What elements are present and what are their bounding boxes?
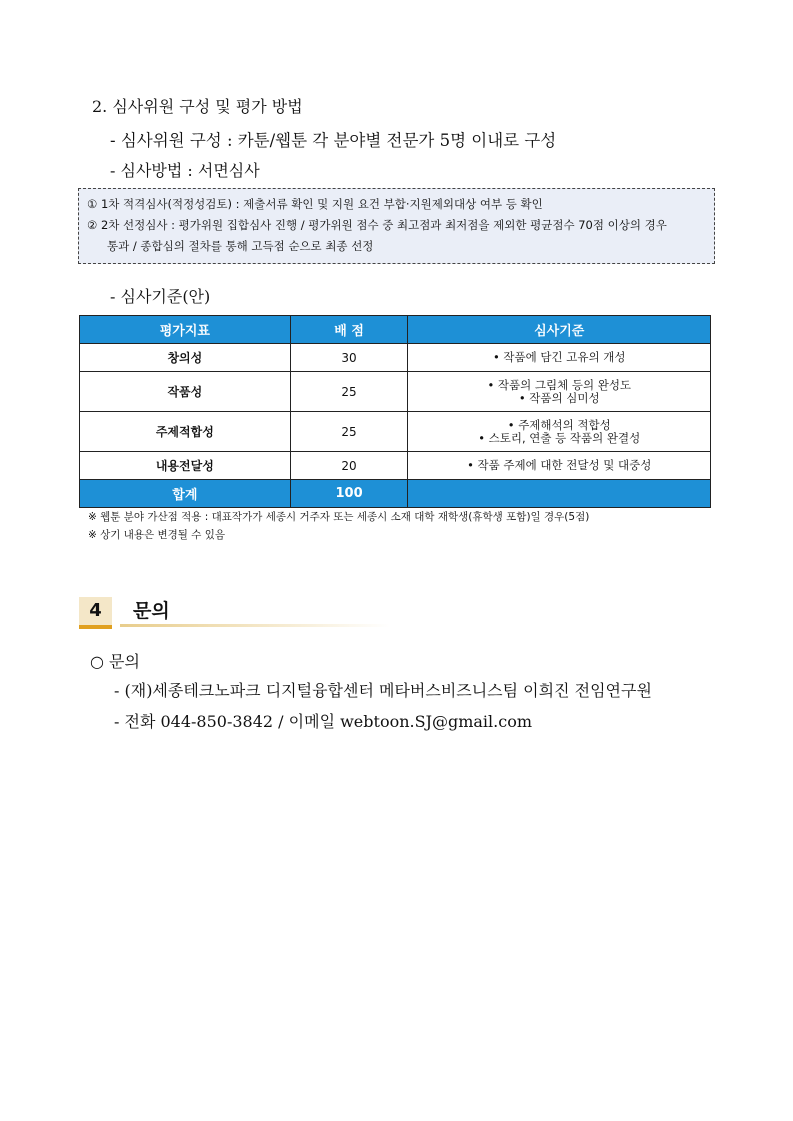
section-title: 문의 bbox=[133, 600, 170, 622]
criteria-cell bbox=[408, 412, 711, 452]
criteria-item: • 스토리, 연출 등 작품의 완결성 bbox=[478, 430, 641, 445]
indicator-cell: 작품성 bbox=[80, 372, 291, 412]
criteria-cell bbox=[408, 372, 711, 412]
table-header-row bbox=[80, 316, 711, 344]
method-line: - 심사방법 : 서면심사 bbox=[110, 161, 260, 180]
score-cell: 25 bbox=[290, 372, 408, 412]
total-label: 합계 bbox=[80, 480, 291, 508]
table-total-row bbox=[80, 480, 711, 508]
indicator-cell: 주제적합성 bbox=[80, 412, 291, 452]
header-criteria: 심사기준 bbox=[408, 316, 711, 344]
criteria-item: • 주제해석의 적합성 bbox=[507, 417, 611, 432]
inquiry-contact: - 전화 044-850-3842 / 이메일 webtoon.SJ@gmail.com bbox=[114, 712, 533, 731]
criteria-item: • 작품의 그림체 등의 완성도 bbox=[487, 377, 632, 392]
header-score: 배 점 bbox=[290, 316, 408, 344]
indicator-cell: 창의성 bbox=[80, 344, 291, 372]
score-cell: 30 bbox=[290, 344, 408, 372]
table-row bbox=[80, 344, 711, 372]
table-row bbox=[80, 372, 711, 412]
section-number-badge: 4 bbox=[79, 597, 112, 629]
composition-line: - 심사위원 구성 : 카툰/웹툰 각 분야별 전문가 5명 이내로 구성 bbox=[110, 131, 557, 150]
inquiry-org: - (재)세종테크노파크 디지털융합센터 메타버스비즈니스팀 이희진 전임연구원 bbox=[114, 681, 652, 700]
section-underline bbox=[120, 624, 390, 627]
note-first-round: ① 1차 적격심사(적정성검토) : 제출서류 확인 및 지원 요건 부합·지원제외대상 여부 등 확인 bbox=[87, 197, 543, 211]
footnote-bonus: ※ 웹툰 분야 가산점 적용 : 대표작가가 세종시 거주자 또는 세종시 소재 대학 재학생(휴학생 포함)일 경우(5점) bbox=[88, 511, 590, 523]
criteria-item: • 작품의 심미성 bbox=[518, 390, 600, 405]
criteria-cell bbox=[408, 452, 711, 480]
inquiry-item: ○ 문의 bbox=[90, 652, 140, 671]
screening-notes-box bbox=[78, 188, 715, 264]
note-second-round-cont: 통과 / 종합심의 절차를 통해 고득점 순으로 최종 선정 bbox=[107, 239, 374, 253]
criteria-label: - 심사기준(안) bbox=[110, 287, 211, 306]
total-empty-cell bbox=[408, 480, 711, 508]
total-score: 100 bbox=[290, 480, 408, 508]
section-heading: 2. 심사위원 구성 및 평가 방법 bbox=[92, 97, 303, 116]
criteria-table bbox=[79, 315, 711, 508]
note-second-round: ② 2차 선정심사 : 평가위원 집합심사 진행 / 평가위원 점수 중 최고점과 최저점을 제외한 평균점수 70점 이상의 경우 bbox=[87, 218, 667, 232]
criteria-item: • 작품에 담긴 고유의 개성 bbox=[492, 350, 626, 364]
table-row bbox=[80, 452, 711, 480]
footnote-change: ※ 상기 내용은 변경될 수 있음 bbox=[88, 529, 226, 541]
indicator-cell: 내용전달성 bbox=[80, 452, 291, 480]
header-indicator: 평가지표 bbox=[80, 316, 291, 344]
criteria-item: • 작품 주제에 대한 전달성 및 대중성 bbox=[467, 458, 652, 472]
criteria-cell bbox=[408, 344, 711, 372]
score-cell: 25 bbox=[290, 412, 408, 452]
table-row bbox=[80, 412, 711, 452]
score-cell: 20 bbox=[290, 452, 408, 480]
